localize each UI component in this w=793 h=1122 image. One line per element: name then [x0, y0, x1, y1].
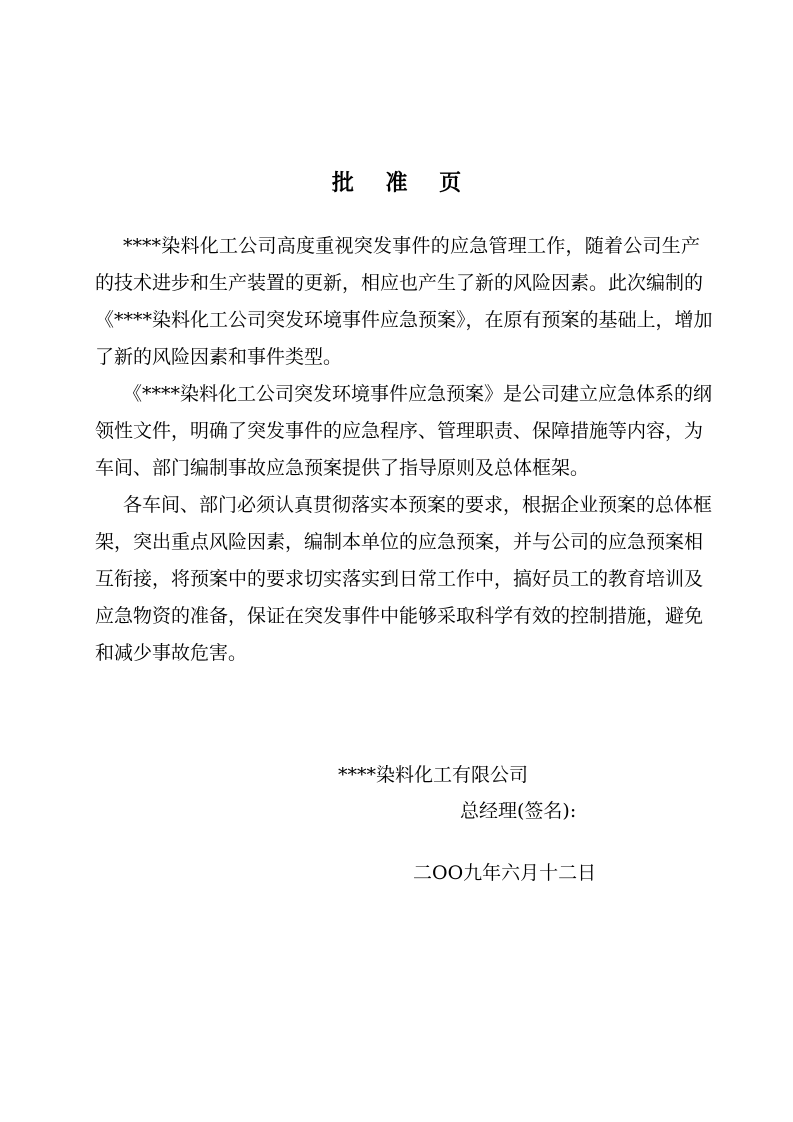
company-name: ****染料化工有限公司	[338, 764, 529, 786]
paragraph-2	[95, 379, 713, 490]
page-title: 批 准 页	[331, 170, 474, 196]
text-line: 了新的风险因素和事件类型。	[95, 346, 343, 368]
text-line: 《****染料化工公司突发环境事件应急预案》，在原有预案的基础上，增加	[95, 309, 713, 331]
text-line: 领性文件，明确了突发事件的应急程序、管理职责、保障措施等内容，为	[95, 420, 704, 442]
text-line: 应急物资的准备，保证在突发事件中能够采取科学有效的控制措施，避免	[95, 605, 704, 627]
text-line: 各车间、部门必须认真贯彻落实本预案的要求，根据企业预案的总体框	[123, 494, 713, 516]
text-line: 车间、部门编制事故应急预案提供了指导原则及总体框架。	[95, 457, 590, 479]
text-line: 的技术进步和生产装置的更新，相应也产生了新的风险因素。此次编制的	[95, 272, 704, 294]
text-line: ****染料化工公司高度重视突发事件的应急管理工作，随着公司生产	[123, 235, 700, 257]
text-line: 和减少事故危害。	[95, 642, 248, 664]
text-line: 架，突出重点风险因素，编制本单位的应急预案，并与公司的应急预案相	[95, 531, 704, 553]
document-body	[95, 231, 713, 675]
text-line: 互衔接，将预案中的要求切实落实到日常工作中，搞好员工的教育培训及	[95, 568, 704, 590]
date: 二OO九年六月十二日	[413, 862, 597, 884]
signer-label: 总经理(签名):	[460, 800, 577, 822]
paragraph-3	[95, 490, 713, 675]
text-line: 《****染料化工公司突发环境事件应急预案》是公司建立应急体系的纲	[123, 383, 713, 405]
paragraph-1	[95, 231, 713, 379]
